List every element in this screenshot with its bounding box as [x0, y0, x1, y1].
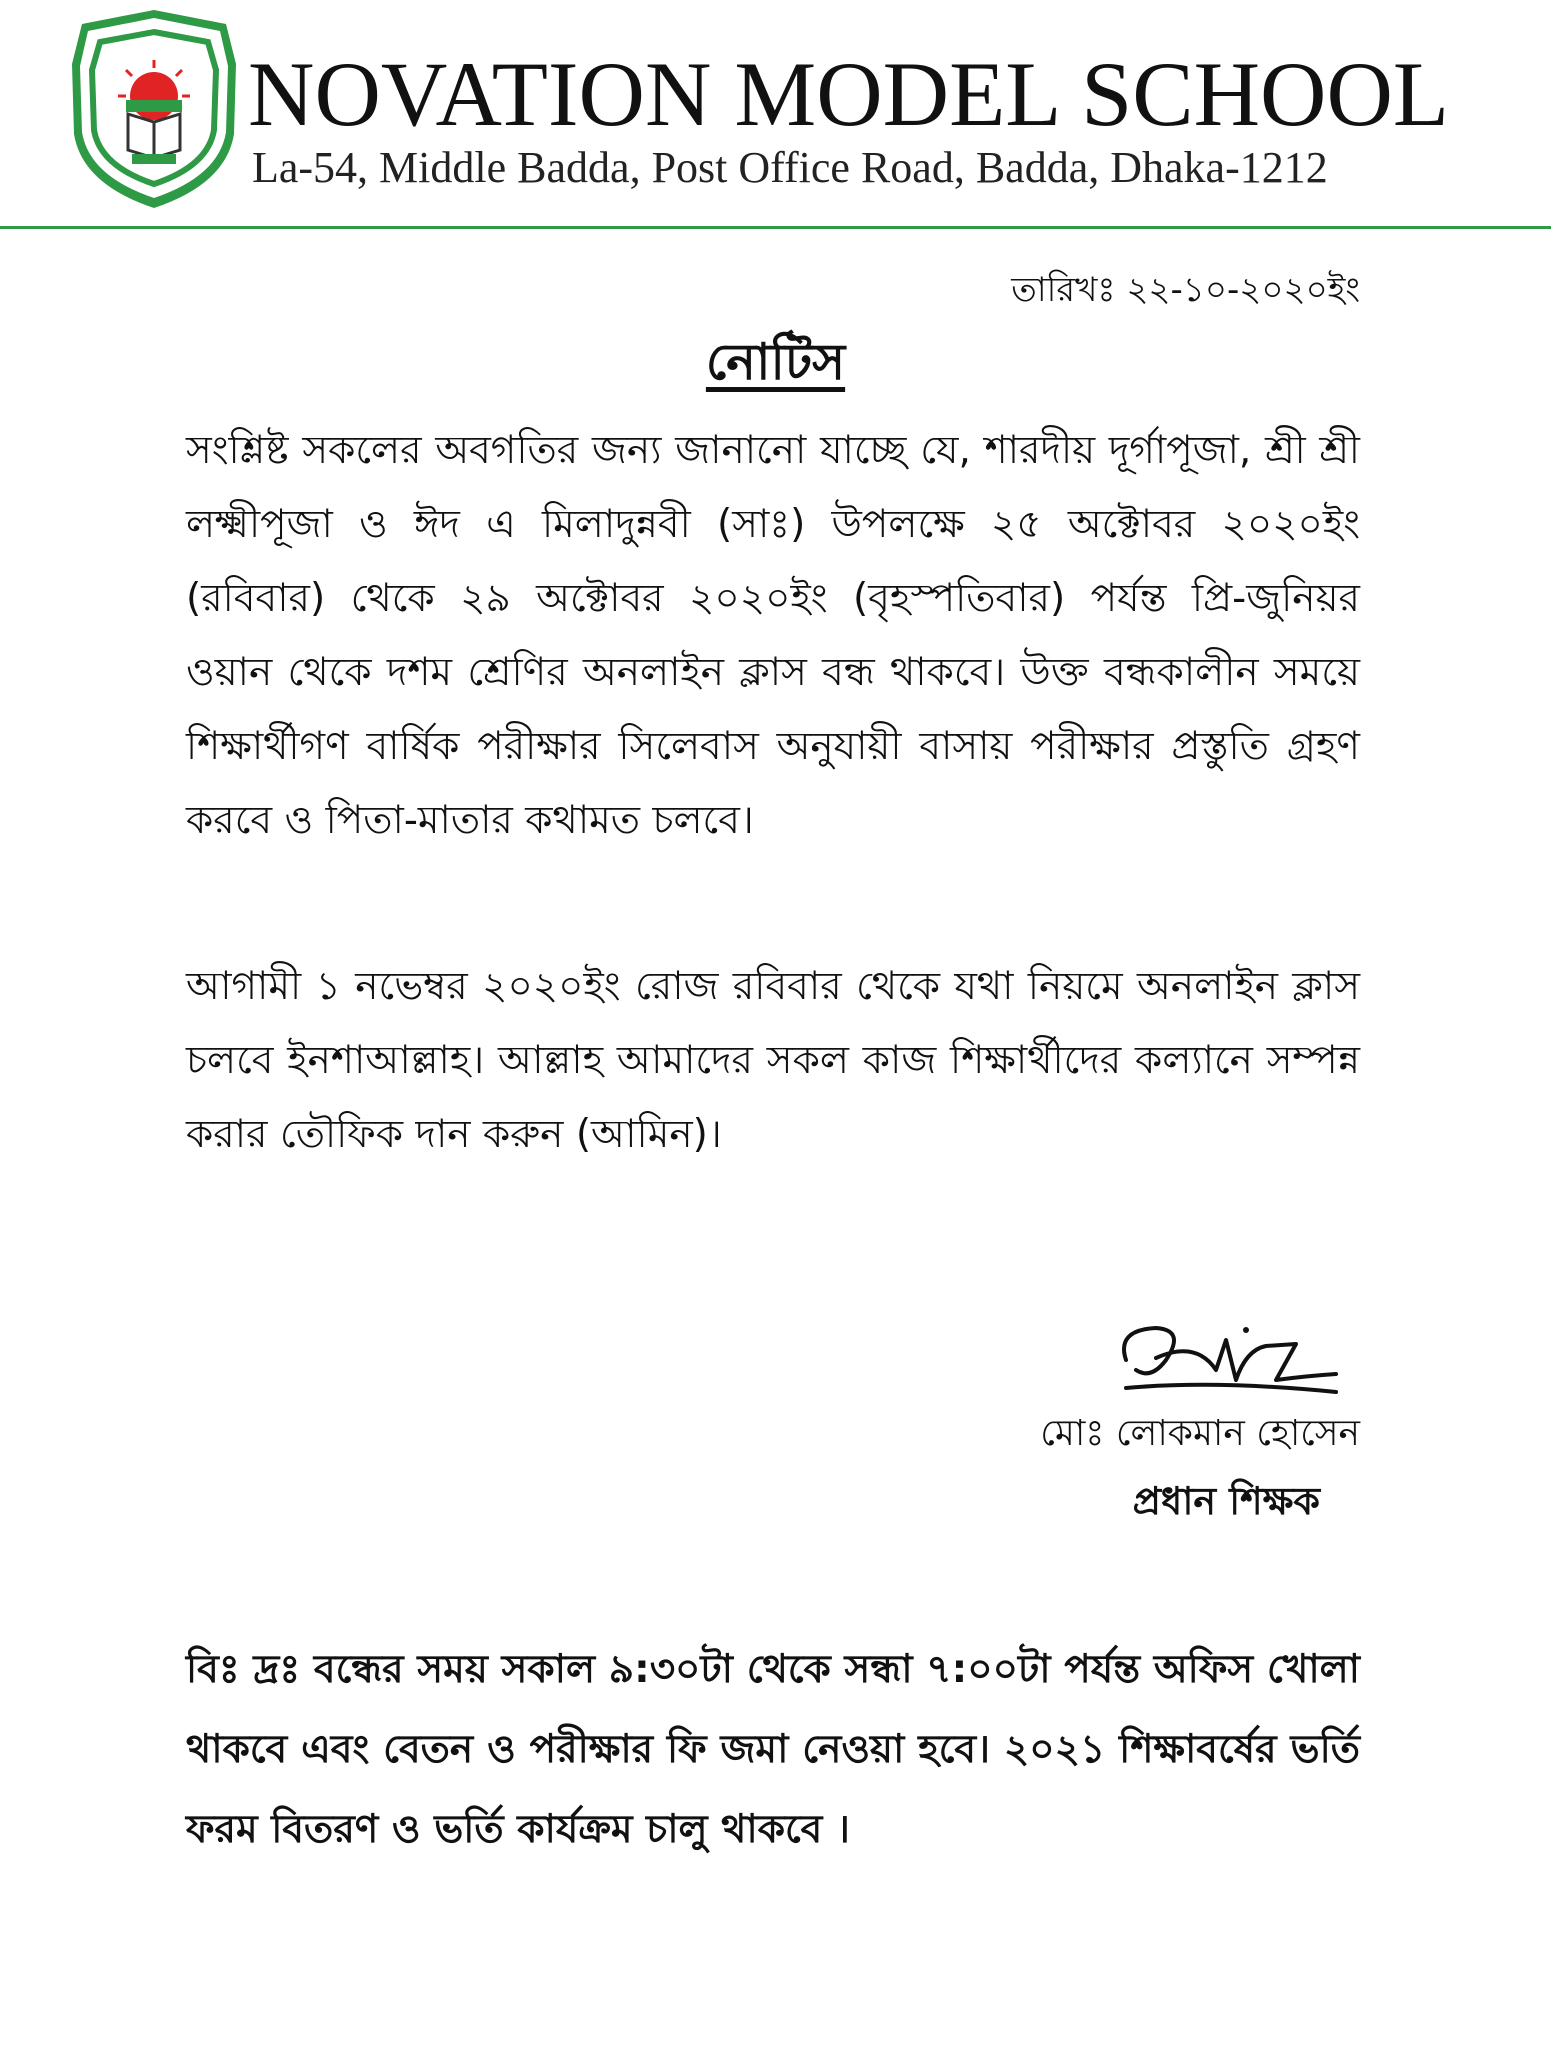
school-crest-icon [66, 4, 242, 214]
school-name: NOVATION MODEL SCHOOL [248, 43, 1450, 145]
school-address: La-54, Middle Badda, Post Office Road, Badda, Dhaka-1212 [252, 143, 1328, 192]
header-divider [0, 226, 1551, 229]
notice-date: তারিখঃ ২২-১০-২০২০ইং [1011, 270, 1360, 310]
notice-paragraph-2: আগামী ১ নভেম্বর ২০২০ইং রোজ রবিবার থেকে যথা নিয়মে অনলাইন ক্লাস চলবে ইনশাআল্লাহ। আল্লাহ আমাদের সকল কাজ শিক্ষার্থীদের কল্যানে সম্পন্ন করার তৌফিক দান করুন (আমিন)। [186, 964, 1360, 1157]
signatory-designation: প্রধান শিক্ষক [1132, 1479, 1320, 1523]
signature-image [1096, 1300, 1346, 1410]
notice-title [0, 330, 1551, 394]
signatory-name: মোঃ লোকমান হোসেন [1040, 1413, 1360, 1454]
postscript-note: বিঃ দ্রঃ বন্ধের সময় সকাল ৯:৩০টা থেকে সন্ধা ৭:০০টা পর্যন্ত অফিস খোলা থাকবে এবং বেতন ও পরীক্ষার ফি জমা নেওয়া হবে। ২০২১ শিক্ষাবর্ষের ভর্তি ফরম বিতরণ ও ভর্তি কার্যক্রম চালু থাকবে । [186, 1647, 1360, 1852]
notice-paragraph-1: সংশ্লিষ্ট সকলের অবগতির জন্য জানানো যাচ্ছে যে, শারদীয় দূর্গাপূজা, শ্রী শ্রী লক্ষ্মীপূজা ও ঈদ এ মিলাদুন্নবী (সাঃ) উপলক্ষে ২৫ অক্টোবর ২০২০ইং (রবিবার) থেকে ২৯ অক্টোবর ২০২০ইং (বৃহস্পতিবার) পর্যন্ত প্রি-জুনিয়র ওয়ান থেকে দশম শ্রেণির অনলাইন ক্লাস বন্ধ থাকবে। উক্ত বন্ধকালীন সময়ে শিক্ষার্থীগণ বার্ষিক পরীক্ষার সিলেবাস অনুযায়ী বাসায় পরীক্ষার প্রস্তুতি গ্রহণ করবে ও পিতা-মাতার কথামত চলবে। [186, 428, 1360, 843]
letterhead [0, 0, 1551, 232]
notice-title-text: নোটিস [705, 333, 846, 391]
